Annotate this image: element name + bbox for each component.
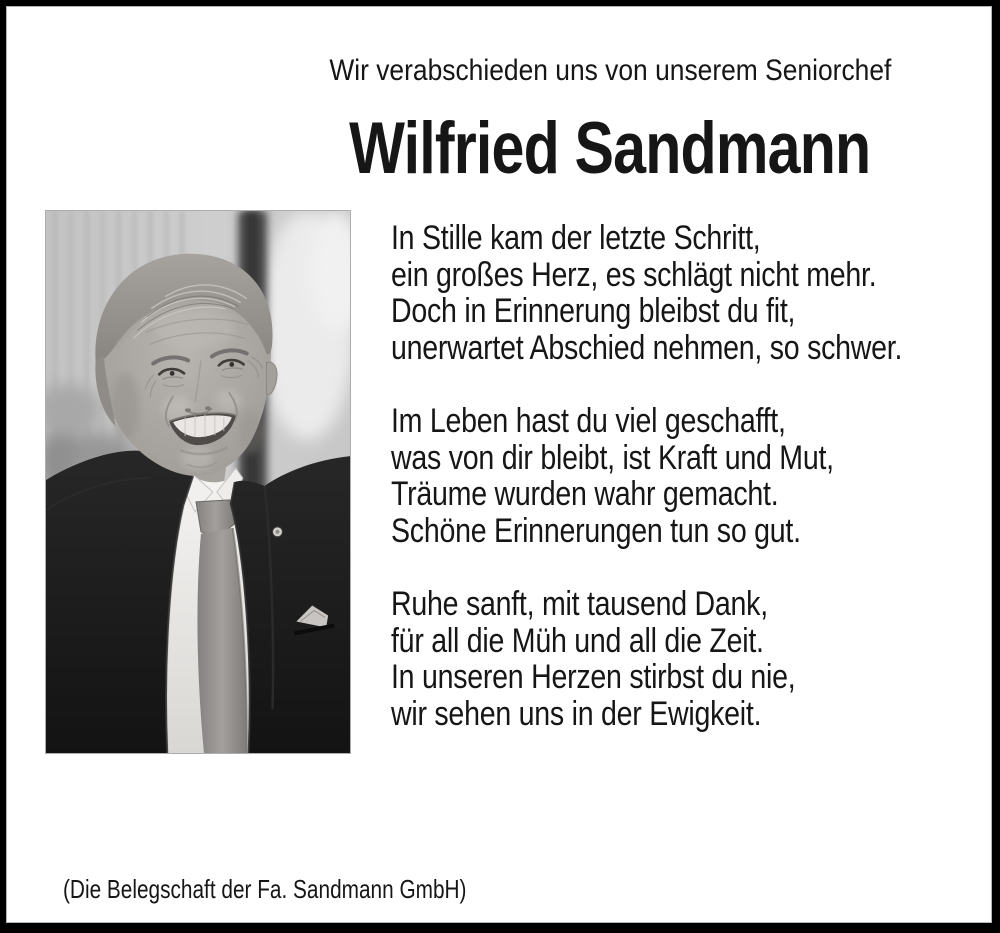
poem-line: Im Leben hast du viel geschafft, — [391, 401, 786, 440]
poem-line: für all die Müh und all die Zeit. — [391, 621, 764, 660]
memorial-poem — [391, 220, 902, 732]
poem-line: Träume wurden wahr gemacht. — [391, 475, 779, 514]
poem-line: Schöne Erinnerungen tun so gut. — [391, 511, 801, 550]
poem-stanza — [391, 220, 902, 366]
poem-stanza — [391, 403, 902, 549]
poem-line: Ruhe sanft, mit tausend Dank, — [391, 584, 768, 623]
portrait-photo — [45, 210, 351, 754]
intro-text: Wir verabschieden uns von unserem Seniorchef — [328, 54, 892, 87]
deceased-name — [225, 108, 995, 189]
poem-line: In unseren Herzen stirbst du nie, — [391, 658, 796, 697]
poem-line: In Stille kam der letzte Schritt, — [391, 219, 761, 257]
poem-line: unerwartet Abschied nehmen, so schwer. — [391, 328, 903, 367]
poem-line: wir sehen uns in der Ewigkeit. — [391, 694, 762, 733]
portrait-photo-illustration — [46, 211, 350, 753]
signature-line: (Die Belegschaft der Fa. Sandmann GmbH) — [63, 874, 467, 904]
deceased-name-text: Wilfried Sandmann — [349, 108, 871, 189]
poem-stanza — [391, 586, 902, 732]
poem-line: Doch in Erinnerung bleibst du fit, — [391, 292, 796, 331]
intro-line — [225, 56, 995, 86]
poem-line: was von dir bleibt, ist Kraft und Mut, — [391, 438, 834, 477]
poem-line: ein großes Herz, es schlägt nicht mehr. — [391, 255, 877, 294]
